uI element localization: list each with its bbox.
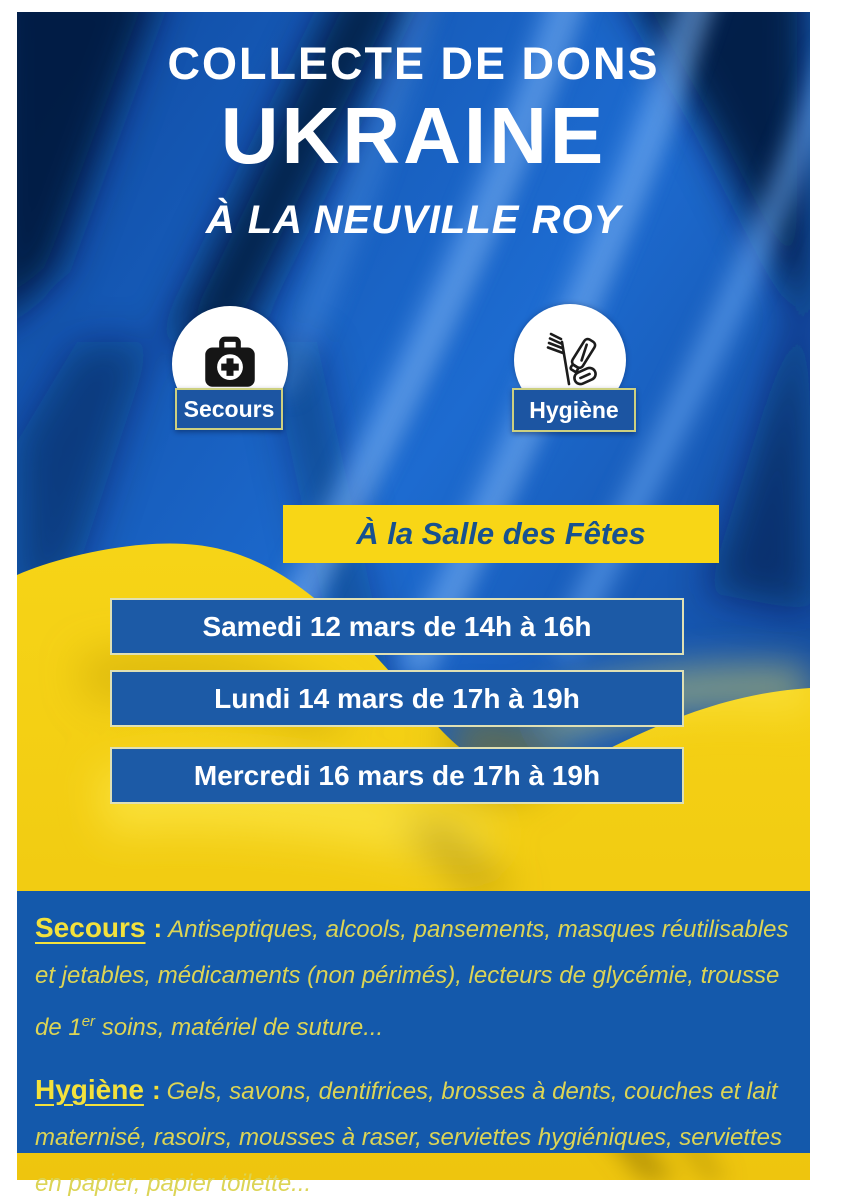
secours-label: Secours [175, 388, 283, 430]
secours-items-continued: soins, matériel de suture... [95, 1014, 384, 1041]
poster-title-line2: UKRAINE [220, 91, 607, 180]
location-banner: À la Salle des Fêtes [283, 505, 719, 563]
donation-details-panel [17, 891, 810, 1197]
hygiene-separator: : [151, 1075, 161, 1105]
secours-separator: : [153, 913, 163, 943]
poster-subtitle-location: À LA NEUVILLE ROY [205, 198, 622, 242]
schedule-banner-wednesday: Mercredi 16 mars de 17h à 19h [110, 747, 684, 804]
secours-superscript: er [81, 1013, 96, 1030]
poster-title-line1: COLLECTE DE DONS [167, 38, 660, 89]
secours-items: Antiseptiques, alcools, pansements, masques réutilisables et jetables, médicaments (non périmés), lecteurs de glycémie, trousse de 1 [35, 916, 789, 1041]
secours-paragraph [35, 905, 802, 1051]
schedule-banner-saturday: Samedi 12 mars de 14h à 16h [110, 598, 684, 655]
hygiene-items-icon [538, 328, 602, 392]
hygiene-paragraph [35, 1067, 802, 1200]
secours-heading: Secours [35, 912, 146, 943]
hygiene-heading: Hygiène [35, 1074, 144, 1105]
hygiene-items: Gels, savons, dentifrices, brosses à dents, couches et lait maternisé, rasoirs, mousses à raser, serviettes hygiéniques, serviettes en papier, papier toilette... [35, 1078, 782, 1197]
schedule-banner-monday: Lundi 14 mars de 17h à 19h [110, 670, 684, 727]
hygiene-label: Hygiène [512, 388, 636, 432]
